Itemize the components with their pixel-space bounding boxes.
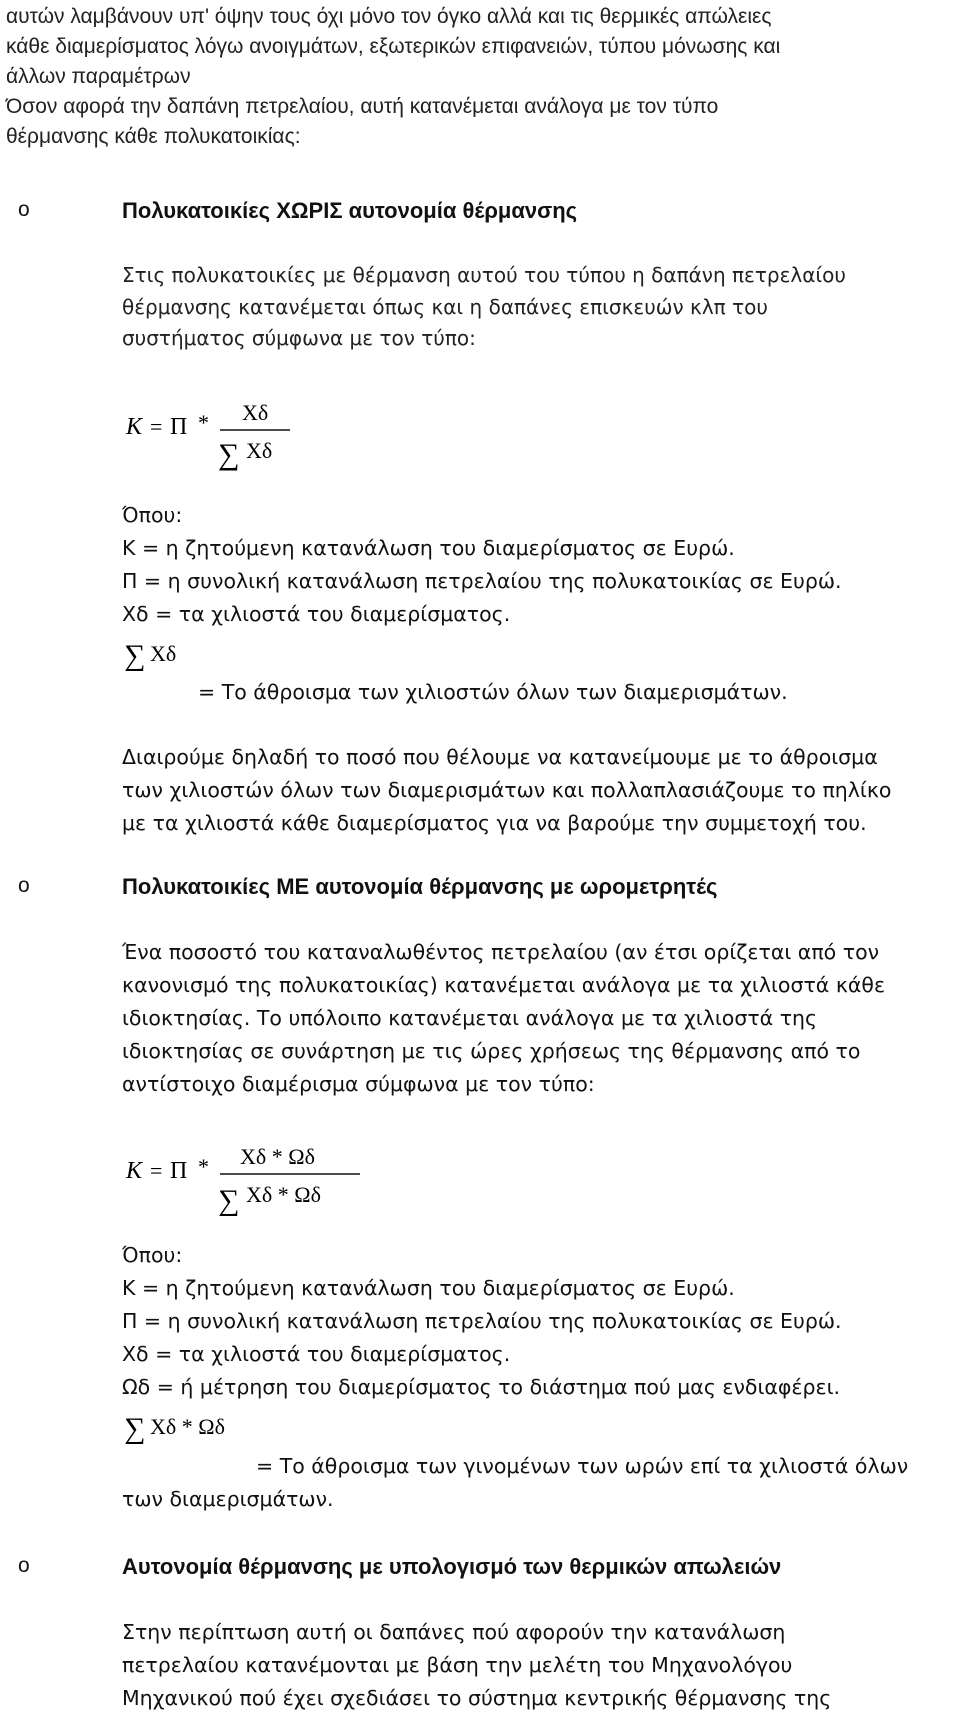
section-paragraph [122,936,952,1101]
sum-meaning: = Το άθροισμα των χιλιοστών όλων των διαμερισμάτων. [198,680,788,704]
sum-symbol: ∑ [218,1184,240,1216]
section-paragraph [122,1616,952,1715]
sum-expression [124,1410,274,1449]
sum-meaning-continued: των διαμερισμάτων. [122,1487,334,1511]
text-line: Διαιρούμε δηλαδή το ποσό που θέλουμε να κατανείμουμε με το άθροισμα [122,745,878,769]
text-line: ιδιοκτησίας σε συνάρτηση με τις ώρες χρήσεως της θέρμανσης από το [122,1039,861,1063]
definition-line: Κ = η ζητούμενη κατανάλωση του διαμερίσματος σε Ευρώ. [122,536,735,560]
text-line: αντίστοιχο διαμέρισμα σύμφωνα με τον τύπο: [122,1072,595,1096]
definition-line: Π = η συνολική κατανάλωση πετρελαίου της πολυκατοικίας σε Ευρώ. [122,569,842,593]
bullet-marker: o [18,198,30,221]
formula-star: * [198,410,209,435]
text-line: με τα χιλιοστά κάθε διαμερίσματος για να βαρούμε την συμμετοχή του. [122,811,867,835]
sum-expression [124,637,204,676]
sum-symbol: ∑ [124,1412,146,1444]
formula-equals: = [150,414,163,439]
where-label: Όπου: [122,503,183,527]
formula-image [124,1142,364,1221]
definition-line: Π = η συνολική κατανάλωση πετρελαίου της πολυκατοικίας σε Ευρώ. [122,1309,842,1333]
formula-numerator: Xδ * Ωδ [240,1144,315,1169]
where-label: Όπου: [122,1243,183,1267]
definition-line: Χδ = τα χιλιοστά του διαμερίσματος. [122,602,511,626]
formula-star: * [198,1154,209,1179]
sum-symbol: ∑ [124,639,146,671]
sum-text: Xδ * Ωδ [150,1414,225,1439]
text-line: Στις πολυκατοικίες με θέρμανση αυτού του τύπου η δαπάνη πετρελαίου [122,263,846,287]
formula-pi: Π [170,1158,188,1184]
formula-lhs: K [126,414,143,440]
section-title: Πολυκατοικίες ΜΕ αυτονομία θέρμανσης με ωρομετρητές [122,874,718,899]
formula-numerator: Xδ [242,400,269,425]
text-line: θέρμανσης κάθε πολυκατοικίας: [6,125,301,148]
definition-line: Κ = η ζητούμενη κατανάλωση του διαμερίσματος σε Ευρώ. [122,1276,735,1300]
text-line: ιδιοκτησίας. Το υπόλοιπο κατανέμεται ανάλογα με τα χιλιοστά της [122,1006,818,1030]
formula-svg [124,1142,364,1216]
text-line: αυτών λαμβάνουν υπ' όψην τους όχι μόνο τον όγκο αλλά και τις θερμικές απώλειες [6,5,772,28]
text-line: πετρελαίου κατανέμονται με βάση την μελέτη του Μηχανολόγου [122,1653,793,1677]
formula-pi: Π [170,414,188,440]
section-title: Πολυκατοικίες ΧΩΡΙΣ αυτονομία θέρμανσης [122,198,578,223]
section-title: Αυτονομία θέρμανσης με υπολογισμό των θερμικών απωλειών [122,1554,782,1579]
definition-line: Ωδ = ή μέτρηση του διαμερίσματος το διάστημα πού μας ενδιαφέρει. [122,1375,841,1399]
text-line: των χιλιοστών όλων των διαμερισμάτων και πολλαπλασιάζουμε το πηλίκο [122,778,892,802]
text-line: άλλων παραμέτρων [6,65,191,88]
formula-denominator: Xδ [246,438,273,463]
text-line: κάθε διαμερίσματος λόγω ανοιγμάτων, εξωτερικών επιφανειών, τύπου μόνωσης και [6,35,781,58]
formula-svg [124,398,294,472]
formula-denominator: Xδ * Ωδ [246,1182,321,1207]
text-line: Όσον αφορά την δαπάνη πετρελαίου, αυτή κατανέμεται ανάλογα με τον τύπο [6,95,719,118]
sum-symbol: ∑ [218,438,240,471]
text-line: κανονισμό της πολυκατοικίας) κατανέμεται ανάλογα με τα χιλιοστά κάθε [122,973,886,997]
text-line: θέρμανσης κατανέμεται όπως και η δαπάνες επισκευών κλπ του [122,294,768,319]
text-line: Στην περίπτωση αυτή οι δαπάνες πού αφορούν την κατανάλωση [122,1620,786,1644]
bullet-marker: o [18,1554,30,1577]
formula-lhs: K [126,1158,143,1184]
explanation-paragraph [122,741,952,840]
sum-meaning: = Το άθροισμα των γινομένων των ωρών επί τα χιλιοστά όλων [256,1454,909,1478]
intro-paragraph [6,2,946,152]
definition-line: Χδ = τα χιλιοστά του διαμερίσματος. [122,1342,511,1366]
formula-image [124,398,294,477]
text-line: Μηχανικού πού έχει σχεδιάσει το σύστημα κεντρικής θέρμανσης της [122,1686,832,1710]
definitions-block [122,1239,952,1404]
formula-equals: = [150,1158,163,1183]
section-paragraph [122,260,952,355]
text-line: συστήματος σύμφωνα με τον τύπο: [122,326,476,350]
bullet-marker: o [18,874,30,897]
definitions-block [122,499,952,631]
text-line: Ένα ποσοστό του καταναλωθέντος πετρελαίου (αν έτσι ορίζεται από τον [122,940,880,964]
sum-text: Xδ [150,641,177,666]
